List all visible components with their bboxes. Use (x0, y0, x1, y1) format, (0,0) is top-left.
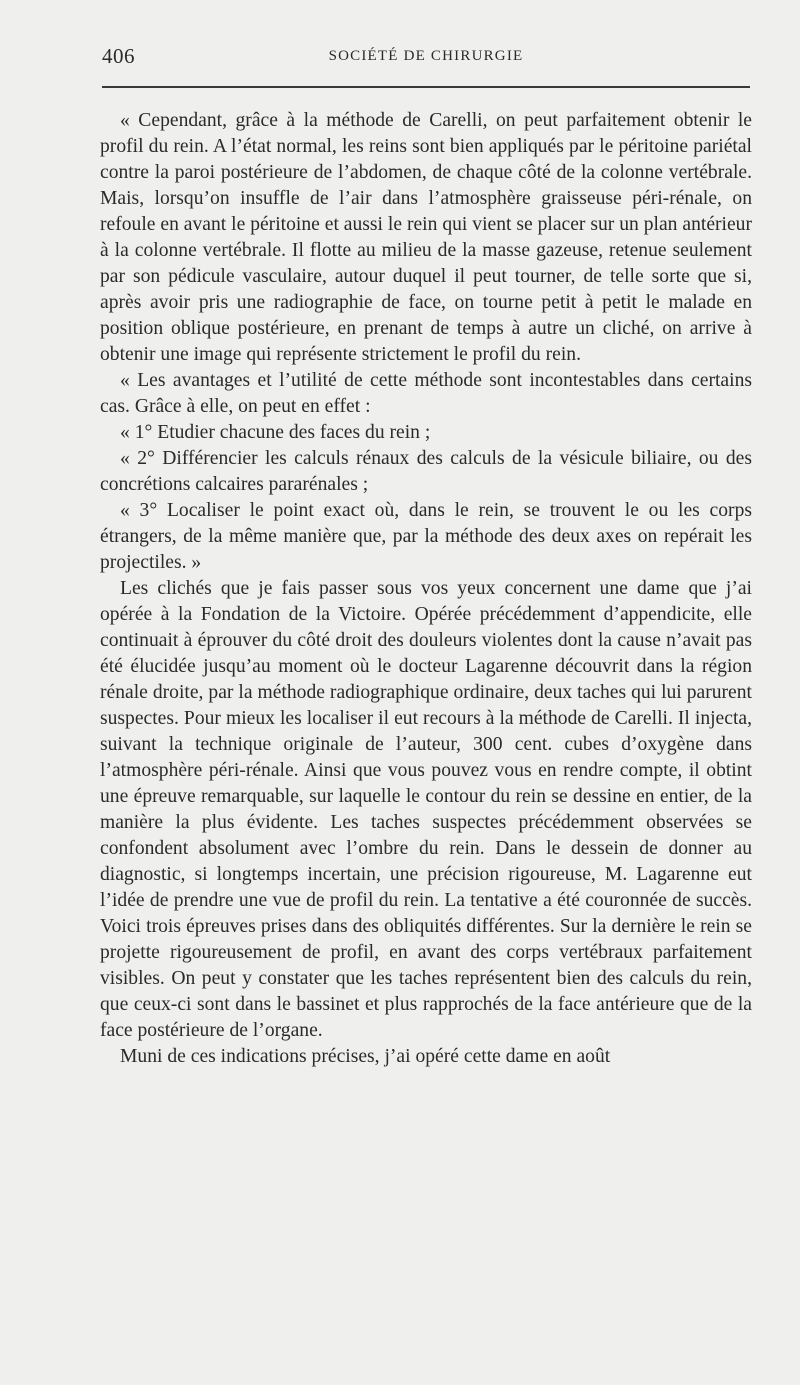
paragraph: « 1° Etudier chacune des faces du rein ; (120, 422, 431, 443)
page-number: 406 (102, 44, 135, 68)
paragraph: « Les avantages et l’utilité de cette méthode sont incontestables dans certains cas. Grâce à elle, on peut en effet : (100, 370, 752, 417)
paragraph: « 2° Différencier les calculs rénaux des calculs de la vésicule biliaire, ou des concrétions calcaires pararénales ; (100, 448, 752, 495)
paragraph: « 3° Localiser le point exact où, dans le rein, se trouvent le ou les corps étrangers, de la même manière que, par la méthode des deux axes on repérait les projectiles. » (100, 500, 752, 573)
body-text (100, 108, 752, 1070)
paragraph: « Cependant, grâce à la méthode de Carelli, on peut parfaitement obtenir le profil du rein. A l’état normal, les reins sont bien appliqués par le péritoine pariétal contre la paroi postérieure de l’abdomen, de chaque côté de la colonne vertébrale. Mais, lorsqu’on insuffle de l’air dans l’atmosphère graisseuse péri-rénale, on refoule en avant le péritoine et aussi le rein qui vient se placer sur un plan antérieur à la colonne vertébrale. Il flotte au milieu de la masse gazeuse, retenue seulement par son pédicule vasculaire, autour duquel il peut tourner, de telle sorte que si, après avoir pris une radiographie de face, on tourne petit à petit le malade en position oblique postérieure, en prenant de temps à autre un cliché, on arrive à obtenir une image qui représente strictement le profil du rein. (100, 110, 752, 365)
paragraph: Muni de ces indications précises, j’ai opéré cette dame en août (120, 1046, 611, 1067)
running-head: SOCIÉTÉ DE CHIRURGIE (328, 48, 524, 64)
page-header (102, 44, 750, 74)
header-rule (102, 86, 750, 88)
paragraph: Les clichés que je fais passer sous vos yeux concernent une dame que j’ai opérée à la Fondation de la Victoire. Opérée précédemment d’appendicite, elle continuait à éprouver du côté droit des douleurs violentes dont la cause n’avait pas été élucidée jusqu’au moment où le docteur Lagarenne découvrit dans la région rénale droite, par la méthode radiographique ordinaire, deux taches qui lui parurent suspectes. Pour mieux les localiser il eut recours à la méthode de Carelli. Il injecta, suivant la technique originale de l’auteur, 300 cent. cubes d’oxygène dans l’atmosphère péri-rénale. Ainsi que vous pouvez vous en rendre compte, il obtint une épreuve remarquable, sur laquelle le contour du rein se dessine en entier, de la manière la plus évidente. Les taches suspectes précédemment observées se confondent absolument avec l’ombre du rein. Dans le dessein de donner au diagnostic, si longtemps incertain, une précision rigoureuse, M. Lagarenne eut l’idée de prendre une vue de profil du rein. La tentative a été couronnée de succès. Voici trois épreuves prises dans des obliquités différentes. Sur la dernière le rein se projette rigoureusement de profil, en avant des corps vertébraux parfaitement visibles. On peut y constater que les taches représentent bien des calculs du rein, que ceux-ci sont dans le bassinet et plus rapprochés de la face antérieure que de la face postérieure de l’organe. (100, 578, 752, 1041)
